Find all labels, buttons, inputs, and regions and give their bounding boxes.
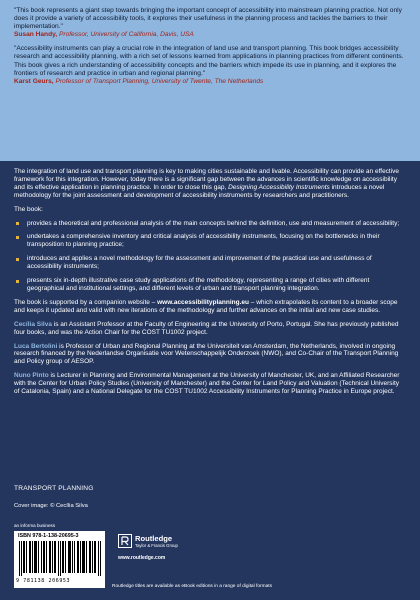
- publisher-website-link[interactable]: www.routledge.com: [118, 555, 166, 561]
- ebook-notice: Routledge titles are available as eBook editions in a range of digital formats: [112, 584, 272, 589]
- book-title: Designing Accessibility Instruments: [228, 183, 330, 191]
- barcode-digits: 9 781138 206953: [16, 578, 71, 584]
- intro-text: introduces a novel methodology for the joint assessment and development of accessibility instruments by researchers and practitioners.: [14, 183, 385, 199]
- website-text: – which extrapolates its content to a broader scope and keeps it updated and valid with new iterations of the methodology and further advances on the initial and new case studies.: [14, 298, 398, 314]
- endorsements-panel: [0, 0, 420, 161]
- barcode-panel: [14, 531, 105, 588]
- list-intro: The book:: [14, 205, 43, 213]
- bio-text: is Professor of Urban and Regional Planning at the Universiteit van Amsterdam, the Netherlands, involved in ongoing research financed by the Nederlandse Organisatie voor Wetenschappelijk Onderzoek (NWO), and Co-Chair of the Transport Planning and Policy group of AESOP.: [14, 342, 399, 366]
- endorsement-attribution: [14, 78, 406, 86]
- list-item: undertakes a comprehensive inventory and critical analysis of accessibility instruments, focusing on the bottlenecks in their transposition to planning practice;: [14, 233, 406, 249]
- barcode-icon: [19, 541, 101, 576]
- routledge-logo-icon: [118, 534, 132, 548]
- author-name: Nuno Pinto: [14, 372, 49, 380]
- cover-credit: Cover image: © Cecília Silva: [14, 503, 88, 509]
- intro-text: The integration of land use and transport planning is key to making cities sustainable and livable. Accessibility can provide an effective framework for this integration. However, today there is a significant gap between the advances in scientific knowledge on accessibility and its effective application in planning practice. In order to close this gap,: [14, 168, 400, 191]
- endorser-name: Susan Handy,: [14, 31, 58, 39]
- author-bio: [14, 372, 406, 396]
- list-item: introduces and applies a novel methodology for the assessment and improvement of the practical use and usefulness of accessibility instruments;: [14, 255, 406, 271]
- author-bio: [14, 343, 406, 367]
- list-item: provides a theoretical and professional analysis of the main concepts behind the definition, use and measurement of accessibility;: [14, 220, 406, 228]
- publisher-name: Routledge: [135, 534, 173, 543]
- publisher-logo: [118, 531, 178, 551]
- website-paragraph: [14, 299, 406, 315]
- endorsement-quote: "This book represents a giant step towards bringing the important concept of accessibility into mainstream planning practice. Not only does it provide a variety of accessibility tools, it explores their usefulness in the planning process and tackles the barriers to their implementation.": [14, 7, 402, 31]
- feature-list: [14, 220, 406, 293]
- blurb: [14, 168, 406, 402]
- author-name: Luca Bertolini: [14, 342, 58, 350]
- subject-category: TRANSPORT PLANNING: [14, 485, 94, 492]
- isbn-label: ISBN 978-1-138-20695-3: [18, 533, 79, 539]
- endorser-name: Karst Geurs,: [14, 77, 54, 85]
- author-bio: [14, 321, 406, 337]
- endorser-affiliation: Professor of Transport Planning, University of Twente, The Netherlands: [55, 77, 264, 85]
- list-item: presents six in-depth illustrative case study applications of the methodology, representing a range of cities with different geographical and institutional settings, and different levels of urban and transport planning integration.: [14, 277, 406, 293]
- website-text: The book is supported by a companion website –: [14, 298, 158, 306]
- bio-text: is an Assistant Professor at the Faculty of Engineering at the University of Porto, Portugal. She has previously published four books, and was the Action Chair for the COST TU1002 project.: [14, 320, 399, 336]
- bio-text: is Lecturer in Planning and Environmental Management at the University of Manchester, UK, and an Affiliated Researcher with the Center for Urban Policy Studies (University of Manchester) and the Center for Land Policy and Valuation (Technical University of Catalonia, Spain) and a National Delegate for the COST TU1002 Accessibility Instruments for Planning Practice in Europe project.: [14, 372, 400, 396]
- publisher-group: Taylor & Francis Group: [135, 543, 178, 548]
- author-name: Cecília Silva: [14, 320, 52, 328]
- endorsement-quote: "Accessibility instruments can play a crucial role in the integration of land use and transport planning. This book bridges accessibility research and accessibility planning, with a rich set of lessons learned from applications in planning practices from different continents. This book gives a rich understanding of accessibility concepts and the barriers which impede its use in planning, and it explores the frontiers of research and practice in urban and regional planning.": [14, 45, 404, 77]
- endorser-affiliation: Professor, University of California, Davis, USA: [58, 31, 194, 39]
- intro-paragraph: [14, 168, 406, 200]
- informa-tagline: an informa business: [14, 523, 56, 528]
- companion-website-link[interactable]: www.accessibilityplanning.eu: [157, 298, 249, 306]
- endorsement-attribution: [14, 31, 406, 39]
